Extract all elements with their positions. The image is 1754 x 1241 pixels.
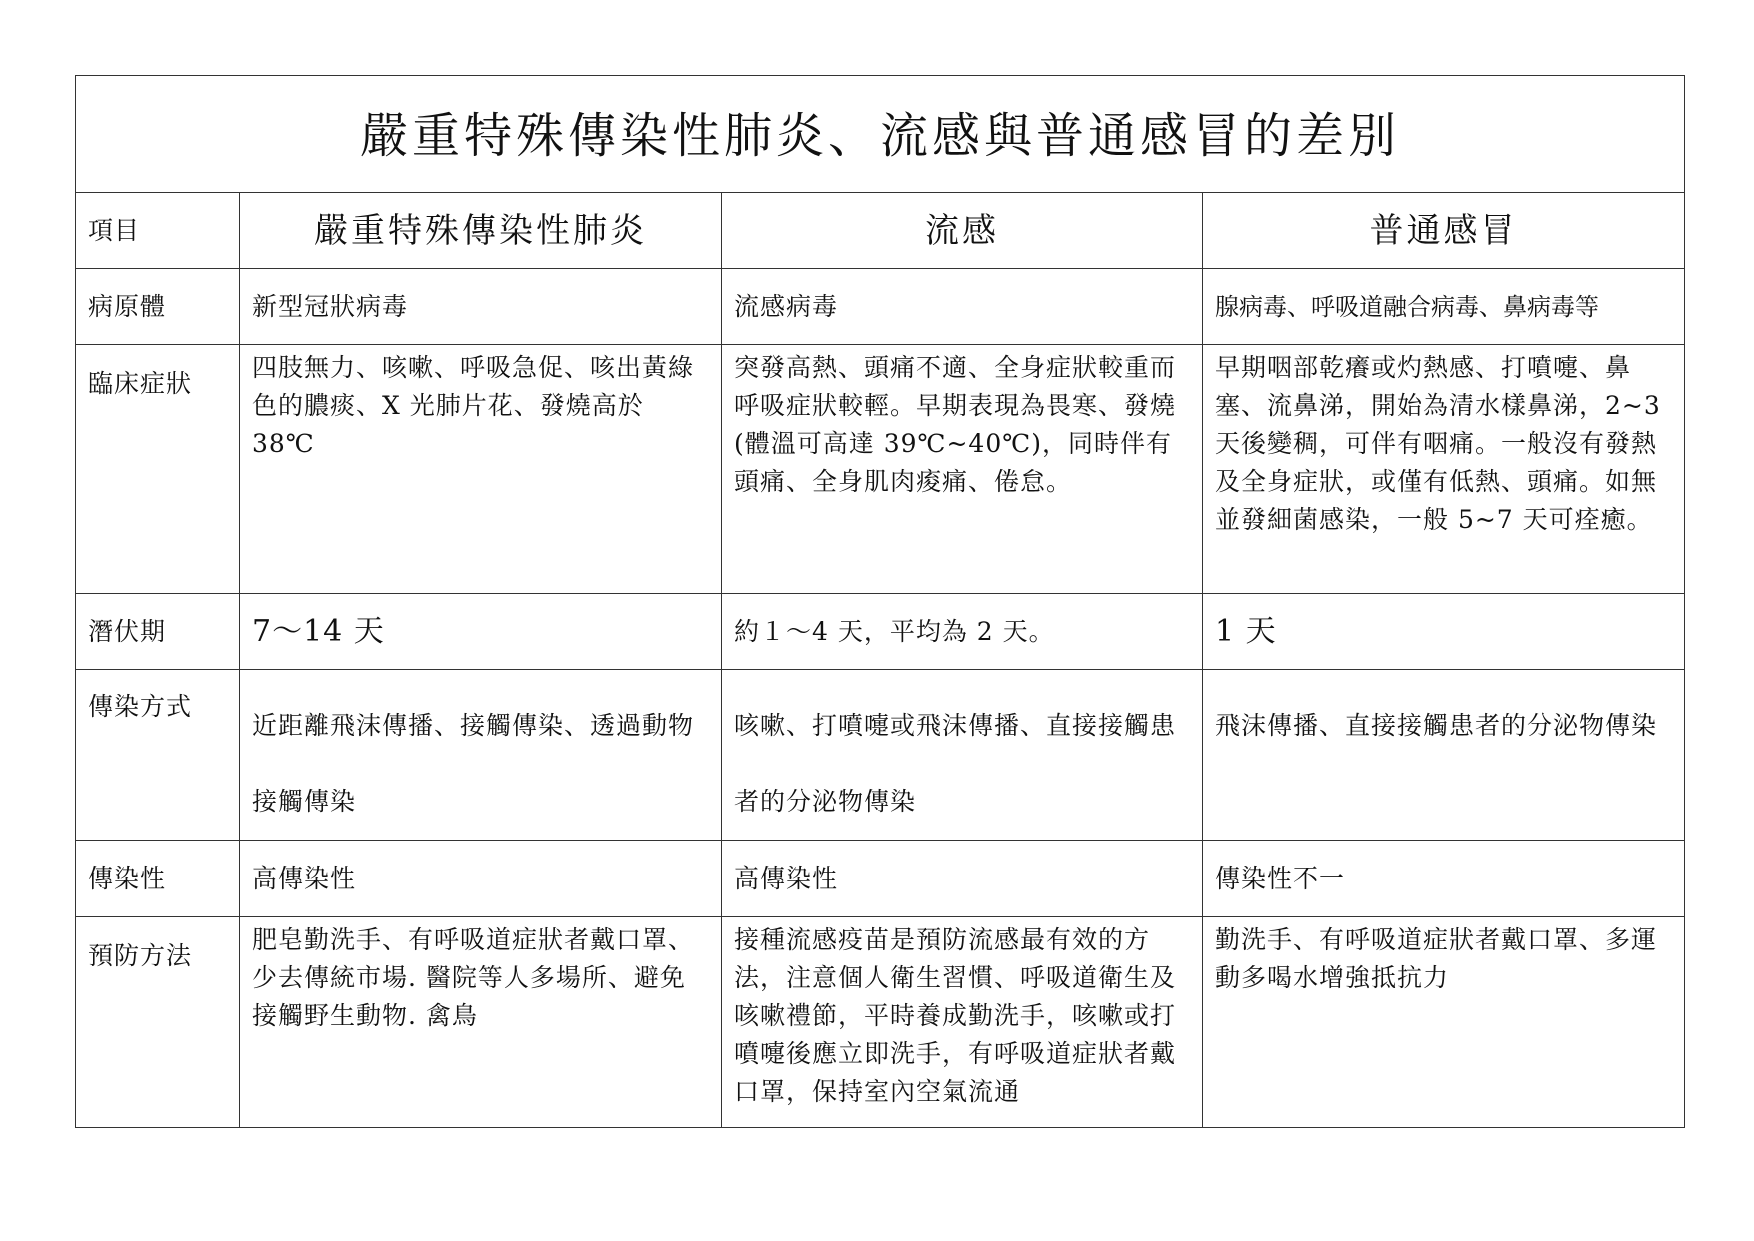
row-label: 潛伏期 (76, 594, 240, 670)
cell-covid: 肥皂勤洗手、有呼吸道症狀者戴口罩、少去傳統市場. 醫院等人多場所、避免接觸野生動物. 禽鳥 (240, 917, 722, 1128)
cell-covid: 新型冠狀病毒 (240, 269, 722, 345)
cell-covid: 近距離飛沫傳播、接觸傳染、透過動物接觸傳染 (240, 670, 722, 841)
cell-cold: 腺病毒、呼吸道融合病毒、鼻病毒等 (1203, 269, 1685, 345)
cell-flu: 接種流感疫苗是預防流感最有效的方法，注意個人衛生習慣、呼吸道衛生及咳嗽禮節，平時養成勤洗手，咳嗽或打噴嚏後應立即洗手，有呼吸道症狀者戴口罩，保持室內空氣流通 (722, 917, 1203, 1128)
cell-covid: 四肢無力、咳嗽、呼吸急促、咳出黃綠色的膿痰、X 光肺片花、發燒高於 38℃ (240, 345, 722, 594)
cell-flu: 突發高熱、頭痛不適、全身症狀較重而呼吸症狀較輕。早期表現為畏寒、發燒(體溫可高達 39℃~40℃)，同時伴有頭痛、全身肌肉痠痛、倦怠。 (722, 345, 1203, 594)
header-flu: 流感 (722, 193, 1203, 269)
row-label: 傳染性 (76, 841, 240, 917)
header-cold: 普通感冒 (1203, 193, 1685, 269)
cell-cold: 勤洗手、有呼吸道症狀者戴口罩、多運動多喝水增強抵抗力 (1203, 917, 1685, 1128)
title-row (76, 76, 1685, 193)
cell-cold: 飛沫傳播、直接接觸患者的分泌物傳染 (1203, 670, 1685, 841)
table-row-prevention (76, 917, 1685, 1128)
cell-flu: 咳嗽、打噴嚏或飛沫傳播、直接接觸患者的分泌物傳染 (722, 670, 1203, 841)
cell-cold: 1 天 (1203, 594, 1685, 670)
row-label: 傳染方式 (76, 670, 240, 841)
cell-flu: 約１～4 天，平均為 2 天。 (722, 594, 1203, 670)
header-item: 項目 (76, 193, 240, 269)
table-row-incubation (76, 594, 1685, 670)
table-row-pathogen (76, 269, 1685, 345)
row-label: 病原體 (76, 269, 240, 345)
row-label: 預防方法 (76, 917, 240, 1128)
cell-covid: 高傳染性 (240, 841, 722, 917)
table-row-infectivity (76, 841, 1685, 917)
header-covid: 嚴重特殊傳染性肺炎 (240, 193, 722, 269)
cell-covid: 7～14 天 (240, 594, 722, 670)
cell-cold: 早期咽部乾癢或灼熱感、打噴嚏、鼻塞、流鼻涕，開始為清水樣鼻涕，2~3 天後變稠，可伴有咽痛。一般沒有發熱及全身症狀，或僅有低熱、頭痛。如無並發細菌感染，一般 5~7 天可痊癒。 (1203, 345, 1685, 594)
cell-cold: 傳染性不一 (1203, 841, 1685, 917)
page-title: 嚴重特殊傳染性肺炎、流感與普通感冒的差別 (76, 76, 1685, 193)
row-label: 臨床症狀 (76, 345, 240, 594)
table-row-transmission (76, 670, 1685, 841)
cell-flu: 高傳染性 (722, 841, 1203, 917)
header-row (76, 193, 1685, 269)
table-row-clinical (76, 345, 1685, 594)
cell-flu: 流感病毒 (722, 269, 1203, 345)
comparison-table (75, 75, 1685, 1128)
